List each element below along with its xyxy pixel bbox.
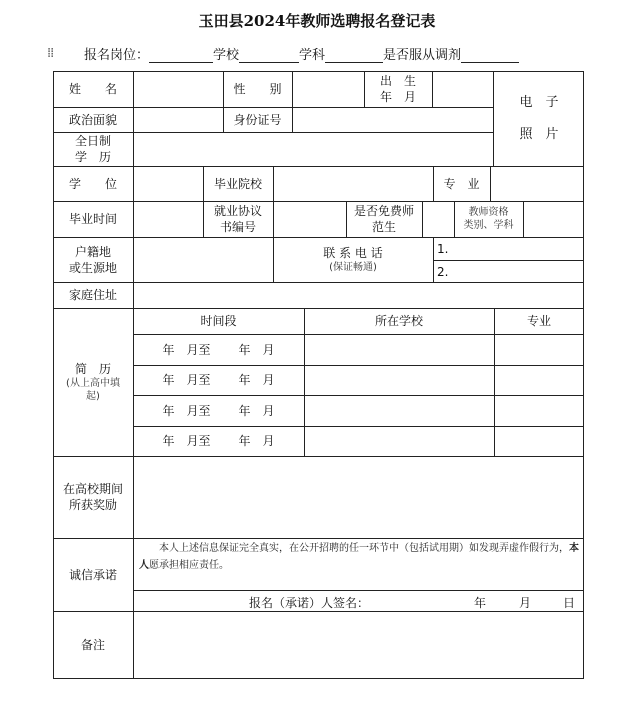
subject-label: 学科 [299, 48, 326, 63]
hukou-label-line1: 户籍地 [74, 244, 111, 259]
resume-period-2[interactable] [133, 365, 304, 395]
birth-label-line1: 出 生 [379, 74, 416, 88]
resume-school-3[interactable] [305, 396, 493, 425]
resume-period-3[interactable] [133, 395, 304, 426]
hukou-label-line2: 或生源地 [68, 260, 117, 275]
drag-handle-icon[interactable]: ⁞⁞ [47, 46, 54, 61]
registration-table [53, 71, 584, 679]
school-label: 学校 [213, 48, 240, 63]
phone-label-text: 联 系 电 话 [323, 246, 383, 260]
name-field[interactable] [134, 72, 222, 106]
address-label: 家庭住址 [68, 288, 117, 302]
photo-label-line1: 电 子 [519, 94, 559, 110]
resume-period-4[interactable] [133, 426, 304, 456]
form-title: 玉田县2024年教师选聘报名登记表 [198, 12, 436, 30]
free-normal-label [346, 201, 422, 237]
remarks-label: 备注 [80, 638, 105, 652]
employment-label-line1: 就业协议 [213, 204, 262, 218]
major-field[interactable] [491, 167, 583, 200]
sign-month-label: 月 [519, 596, 532, 610]
politics-field[interactable] [134, 108, 222, 131]
subject-blank[interactable] [325, 48, 383, 63]
photo-label-line2: 照 片 [519, 126, 559, 142]
awards-label-line2: 所获奖励 [68, 498, 117, 512]
politics-label: 政治面貌 [68, 112, 117, 127]
cert-label-line2: 类别、学科 [463, 220, 514, 231]
transfer-label: 是否服从调剂 [383, 48, 462, 63]
school-column-header: 所在学校 [374, 314, 423, 328]
period-header: 时间段 [200, 314, 237, 328]
gender-label: 性 别 [233, 82, 282, 96]
promise-bold: 本人 [139, 543, 579, 571]
resume-label [53, 308, 133, 456]
teacher-cert-field[interactable] [524, 202, 583, 236]
address-field[interactable] [134, 283, 583, 307]
sign-year-label: 年 [474, 596, 487, 610]
hukou-field[interactable] [134, 238, 272, 281]
resume-note-line2: 起) [86, 391, 100, 402]
integrity-statement [139, 540, 579, 574]
resume-major-3[interactable] [495, 396, 583, 425]
resume-major-1[interactable] [495, 335, 583, 364]
name-label: 姓 名 [68, 82, 117, 96]
promise-text-1: 本人上述信息保证完全真实，在公开招聘的任一环节中（包括试用期）如发现弄虚作假行为， [159, 543, 569, 554]
resume-label-text: 简 历 [74, 362, 111, 376]
phone-label [273, 237, 433, 282]
phone2-index: 2. [437, 264, 449, 279]
major-column-header: 专业 [526, 314, 551, 328]
employment-label-line2: 书编号 [219, 220, 256, 234]
resume-period-1[interactable] [133, 334, 304, 365]
resume-end-4: 年 月 [238, 434, 275, 448]
school-blank[interactable] [239, 48, 299, 63]
integrity-label: 诚信承诺 [68, 567, 117, 582]
free-normal-label-line1: 是否免费师 [353, 204, 414, 218]
resume-start-1: 年 月至 [162, 342, 211, 357]
resume-start-3: 年 月至 [162, 403, 211, 418]
free-normal-field[interactable] [423, 202, 453, 236]
birth-label-line2: 年 月 [379, 90, 416, 104]
teacher-cert-label [454, 201, 523, 237]
id-number-field[interactable] [293, 108, 492, 131]
phone-note: (保证畅通) [329, 262, 377, 273]
resume-end-1: 年 月 [238, 342, 275, 357]
sign-label: 报名（承诺）人签名： [249, 596, 370, 610]
awards-label-line1: 在高校期间 [62, 482, 123, 496]
awards-label [53, 456, 133, 538]
transfer-blank[interactable] [461, 48, 519, 63]
remarks-field[interactable] [134, 612, 583, 678]
resume-end-2: 年 月 [238, 373, 275, 387]
employment-agreement-label [203, 201, 273, 237]
promise-text-2: 愿承担相应责任。 [149, 560, 229, 571]
resume-school-4[interactable] [305, 427, 493, 455]
resume-start-2: 年 月至 [162, 373, 211, 387]
post-label: 报名岗位： [84, 48, 150, 63]
resume-major-4[interactable] [495, 427, 583, 455]
birth-field[interactable] [433, 72, 492, 106]
resume-major-2[interactable] [495, 366, 583, 394]
degree-label: 学 位 [68, 176, 117, 191]
grad-school-label: 毕业院校 [213, 176, 262, 191]
gender-field[interactable] [293, 72, 363, 106]
employment-agreement-field[interactable] [274, 202, 345, 236]
grad-school-field[interactable] [274, 167, 432, 200]
phone1-index: 1. [437, 241, 449, 256]
cert-label-line1: 教师资格 [468, 207, 509, 218]
fulltime-label-line1: 全日制 [74, 134, 111, 148]
fulltime-education-label [53, 132, 133, 166]
signature-field[interactable] [369, 593, 453, 609]
resume-school-1[interactable] [305, 335, 493, 364]
resume-start-4: 年 月至 [162, 434, 211, 448]
hukou-label [53, 237, 133, 282]
free-normal-label-line2: 范生 [371, 220, 396, 234]
post-blank[interactable] [149, 48, 213, 63]
phone-field-1[interactable] [437, 237, 583, 260]
resume-school-2[interactable] [305, 366, 493, 394]
fulltime-label-line2: 学 历 [74, 150, 111, 164]
awards-field[interactable] [134, 457, 583, 537]
resume-end-3: 年 月 [238, 403, 275, 418]
fulltime-education-field[interactable] [134, 133, 492, 165]
degree-field[interactable] [134, 167, 202, 200]
grad-time-field[interactable] [134, 202, 202, 236]
birth-label [364, 71, 432, 107]
grad-time-label: 毕业时间 [68, 212, 117, 226]
major-label: 专 业 [443, 176, 480, 191]
sign-day-label: 日 [563, 596, 576, 610]
photo-box[interactable] [494, 71, 584, 166]
resume-note-line1: (从上高中填 [66, 378, 120, 389]
id-number-label: 身份证号 [233, 112, 282, 127]
application-post-line [84, 44, 519, 63]
phone-field-2[interactable] [437, 261, 583, 282]
